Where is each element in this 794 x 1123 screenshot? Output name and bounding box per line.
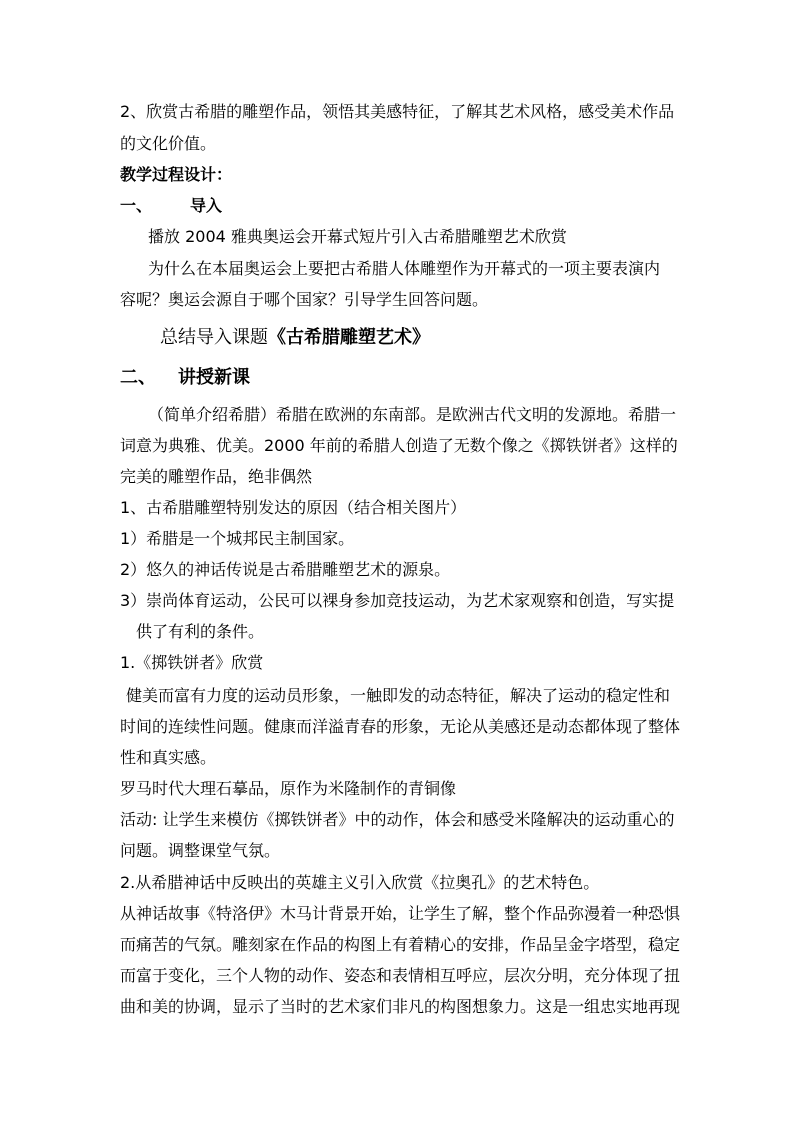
body-line: （简单介绍希腊）希腊在欧洲的东南部。是欧洲古代文明的发源地。希腊一 — [148, 405, 677, 424]
section-heading-lecture — [120, 367, 250, 389]
objective-line: 的文化价值。 — [120, 134, 217, 153]
section-heading-intro — [120, 196, 222, 216]
body-line: 词意为典雅、优美。2000 年前的希腊人创造了无数个像之《掷铁饼者》这样的 — [120, 436, 678, 455]
body-line: 1、古希腊雕塑特别发达的原因（结合相关图片） — [120, 498, 467, 517]
intro-line: 为什么在本届奥运会上要把古希腊人体雕塑作为开幕式的一项主要表演内 — [148, 259, 661, 278]
body-line: 而富于变化，三个人物的动作、姿态和表情相互呼应，层次分明，充分体现了扭 — [120, 966, 681, 985]
body-line: 3）崇尚体育运动，公民可以裸身参加竞技运动，为艺术家观察和创造，写实提 — [120, 591, 675, 610]
body-line: 健美而富有力度的运动员形象，一触即发的动态特征，解决了运动的稳定性和 — [126, 686, 671, 705]
summary-prefix: 总结导入课题 — [160, 327, 268, 348]
summary-title: 《古希腊雕塑艺术》 — [268, 327, 430, 348]
body-line: 供了有利的条件。 — [136, 622, 265, 641]
body-line: 1）希腊是一个城邦民主制国家。 — [120, 529, 355, 548]
body-line: 活动: 让学生来模仿《掷铁饼者》中的动作，体会和感受米隆解决的运动重心的 — [120, 810, 675, 829]
process-title: 教学过程设计： — [120, 165, 233, 184]
intro-line: 容呢？奥运会源自于哪个国家？引导学生回答问题。 — [120, 290, 489, 309]
body-line: 1.《掷铁饼者》欣赏 — [120, 653, 264, 672]
body-line: 而痛苦的气氛。雕刻家在作品的构图上有着精心的安排，作品呈金字塔型，稳定 — [120, 935, 681, 954]
body-line: 罗马时代大理石摹品，原作为米隆制作的青铜像 — [120, 779, 457, 798]
body-line: 完美的雕塑作品，绝非偶然 — [120, 467, 313, 486]
section-number: 二、 — [120, 367, 156, 388]
body-line: 从神话故事《特洛伊》木马计背景开始，让学生了解，整个作品弥漫着一种恐惧 — [120, 904, 681, 923]
summary-line — [160, 327, 430, 349]
body-line: 问题。调整课堂气氛。 — [120, 841, 281, 860]
intro-line: 播放 2004 雅典奥运会开幕式短片引入古希腊雕塑艺术欣赏 — [148, 227, 567, 246]
body-line: 时间的连续性问题。健康而洋溢青春的形象，无论从美感还是动态都体现了整体 — [120, 717, 681, 736]
body-line: 2）悠久的神话传说是古希腊雕塑艺术的源泉。 — [120, 560, 451, 579]
objective-line: 2、欣赏古希腊的雕塑作品，领悟其美感特征，了解其艺术风格，感受美术作品 — [120, 102, 675, 121]
section-number: 一、 — [120, 196, 153, 215]
section-label: 讲授新课 — [178, 367, 250, 388]
section-label: 导入 — [190, 196, 223, 215]
body-line: 性和真实感。 — [120, 748, 217, 767]
body-line: 2.从希腊神话中反映出的英雄主义引入欣赏《拉奥孔》的艺术特色。 — [120, 873, 600, 892]
body-line: 曲和美的协调，显示了当时的艺术家们非凡的构图想象力。这是一组忠实地再现 — [120, 997, 681, 1016]
